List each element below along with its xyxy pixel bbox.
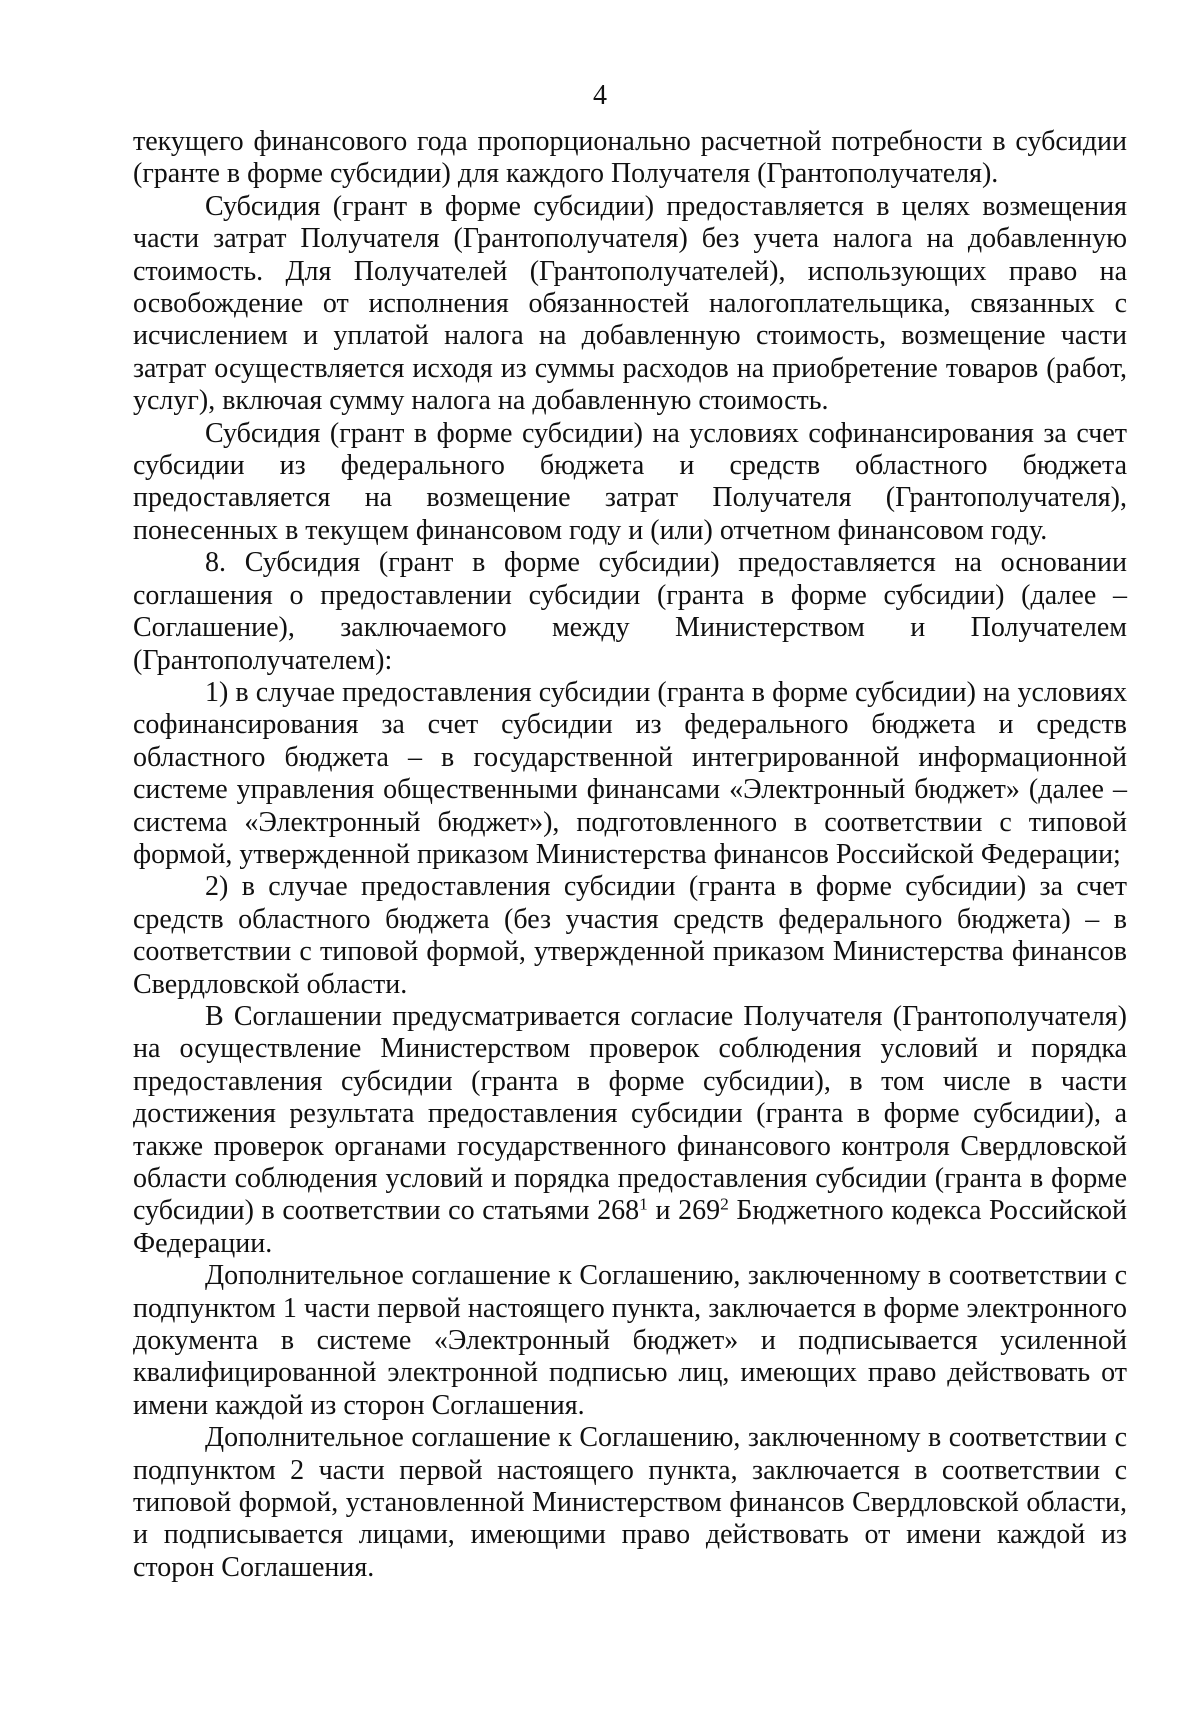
paragraph-additional-agreement-2: Дополнительное соглашение к Соглашению, заключенному в соответствии с подпунктом 2 части первой настоящего пункта, заключается в соответствии с типовой формой, установленной Министерством финансов Свердловской области, и подписывается лицами, имеющими право действовать от имени каждой из сторон Соглашения. — [133, 1422, 1127, 1583]
consent-ending: Бюджетного кодекса Российской Федерации. — [133, 1195, 1128, 1259]
consent-text: В Соглашении предусматривается согласие Получателя (Грантополучателя) на осуществление Министерством проверок соблюдения условий и порядка предоставления субсидии (гранта в форме субсидии), в том числе в части достижения результата предоставления субсидии (гранта в форме субсидии), а также проверок органами государственного финансового контроля Свердловской области соблюдения условий и порядка предоставления субсидии (гранта в форме субсидии) в соответствии со статьями — [133, 1000, 1127, 1227]
article-269-superscript: 2 — [720, 1194, 729, 1214]
paragraph-subitem-2: 2) в случае предоставления субсидии (гранта в форме субсидии) за счет средств областного бюджета (без участия средств федерального бюджета) – в соответствии с типовой формой, утвержденной приказом Министерства финансов Свердловской области. — [133, 871, 1127, 1000]
paragraph-item-8: 8. Субсидия (грант в форме субсидии) предоставляется на основании соглашения о предоставлении субсидии (гранта в форме субсидии) (далее – Соглашение), заключаемого между Министерством и Получателем (Грантополучателем): — [133, 547, 1127, 676]
paragraph-subitem-1: 1) в случае предоставления субсидии (гранта в форме субсидии) на условиях софинансирования за счет субсидии из федерального бюджета и средств областного бюджета – в государственной интегрированной информационной системе управления общественными финансами «Электронный бюджет» (далее – система «Электронный бюджет»), подготовленного в соответствии с типовой формой, утвержденной приказом Министерства финансов Российской Федерации; — [133, 676, 1127, 870]
article-268: 268 — [597, 1195, 640, 1227]
consent-conjunction: и — [647, 1195, 679, 1227]
paragraph-agreement-consent — [133, 1001, 1127, 1260]
paragraph-additional-agreement-1: Дополнительное соглашение к Соглашению, заключенному в соответствии с подпунктом 1 части первой настоящего пункта, заключается в форме электронного документа в системе «Электронный бюджет» и подписывается усиленной квалифицированной электронной подписью лиц, имеющих право действовать от имени каждой из сторон Соглашения. — [133, 1260, 1127, 1421]
article-268-superscript: 1 — [639, 1194, 648, 1214]
paragraph-vat-compensation: Субсидия (грант в форме субсидии) предоставляется в целях возмещения части затрат Получателя (Грантополучателя) без учета налога на добавленную стоимость. Для Получателей (Грантополучателей), использующих право на освобождение от исполнения обязанностей налогоплательщика, связанных с исчислением и уплатой налога на добавленную стоимость, возмещение части затрат осуществляется исходя из суммы расходов на приобретение товаров (работ, услуг), включая сумму налога на добавленную стоимость. — [133, 190, 1127, 417]
paragraph-cofinancing: Субсидия (грант в форме субсидии) на условиях софинансирования за счет субсидии из федерального бюджета и средств областного бюджета предоставляется на возмещение затрат Получателя (Грантополучателя), понесенных в текущем финансовом году и (или) отчетном финансовом году. — [133, 417, 1127, 546]
paragraph-continuation: текущего финансового года пропорционально расчетной потребности в субсидии (гранте в форме субсидии) для каждого Получателя (Грантополучателя). — [133, 126, 1127, 190]
article-269: 269 — [678, 1195, 721, 1227]
page-number: 4 — [593, 80, 607, 111]
document-body — [133, 126, 1127, 1584]
